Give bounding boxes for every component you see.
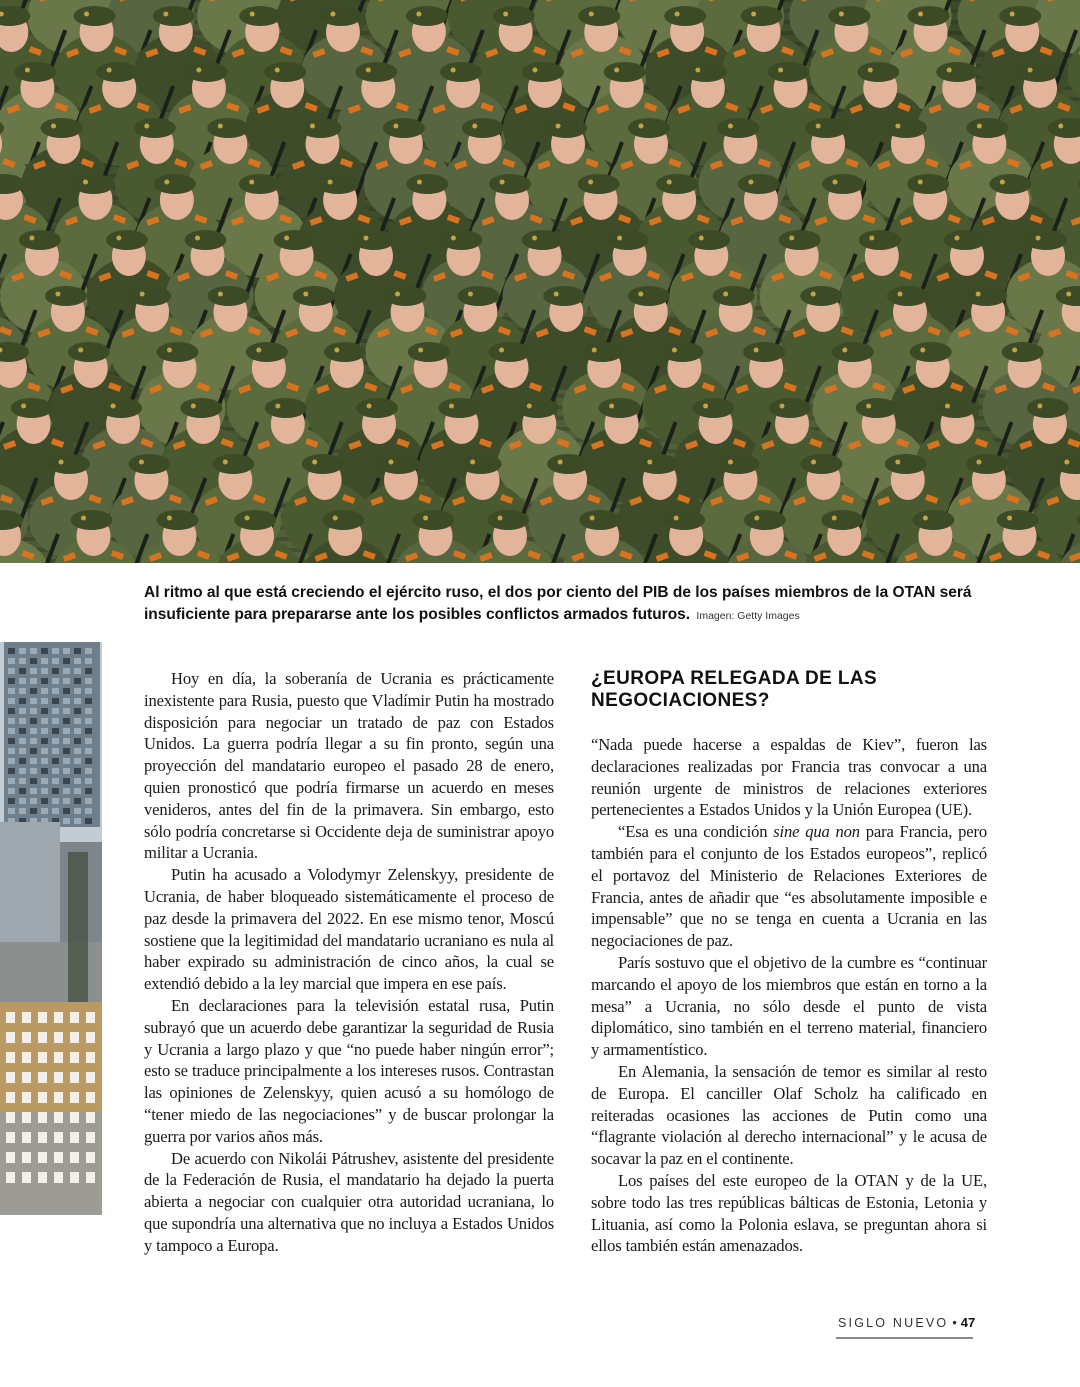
article-column-left (144, 668, 554, 1257)
hero-photo-soldiers (0, 0, 1080, 563)
section-heading: ¿EUROPA RELEGADA DE LAS NEGOCIACIONES? (591, 668, 878, 711)
magazine-name: SIGLO NUEVO (838, 1316, 949, 1330)
paragraph-part: “Esa es una condición (618, 822, 774, 842)
paragraph: Los países del este europeo de la OTAN y de la UE, sobre todo las tres repúblicas bálticas de Estonia, Letonia y Lituania, así como la Polonia eslava, se preguntan ahora si ellos también están amenazados. (591, 1170, 987, 1256)
latin-phrase: sine qua non (773, 822, 860, 842)
paragraph: De acuerdo con Nikolái Pátrushev, asistente del presidente de la Federación de Rusia, el mandatario ha dejado la puerta abierta a negociar con cualquier otra autoridad ucraniana, lo que supondría una alternativa que no incluya a Estados Unidos y tampoco a Europa. (144, 1148, 554, 1255)
soldiers-crowd-illustration (0, 0, 1080, 563)
footer-rule (836, 1337, 973, 1339)
buildings-illustration (0, 642, 102, 1215)
paragraph: “Nada puede hacerse a espaldas de Kiev”, fueron las declaraciones realizadas por Francia tras convocar a una reunión urgente de ministros de relaciones exteriores pertenecientes a Estados Unidos y la Unión Europea (UE). (591, 735, 987, 820)
paragraph-part: para Francia, pero también para el conjunto de los Estados europeos”, replicó el portavoz del Ministerio de Relaciones Exteriores de Francia, antes de añadir que “es absolutamente imposible e impensable” que no se tenga en cuenta a Ucrania en las negociaciones de paz. (591, 822, 987, 951)
paragraph (591, 821, 987, 952)
photo-credit: Imagen: Getty Images (696, 610, 800, 622)
paragraph: En declaraciones para la televisión estatal rusa, Putin subrayó que un acuerdo debe garantizar la seguridad de Rusia y Ucrania a largo plazo y que “no puede haber ningún error”; esto se traduce principalmente a los intereses rusos. Contrastan las opiniones de Zelenskyy, quien acusó a su homólogo de “tener miedo de las negociaciones” y de buscar prolongar la guerra por varios años más. (144, 995, 554, 1146)
photo-caption (144, 582, 1004, 627)
page-footer (838, 1315, 976, 1330)
city-buildings-photo (0, 642, 102, 1215)
paragraph: Hoy en día, la soberanía de Ucrania es prácticamente inexistente para Rusia, puesto que Vladímir Putin ha mostrado disposición para negociar un tratado de paz con Estados Unidos. La guerra podría llegar a su fin pronto, según una proyección del mandatario europeo el pasado 28 de enero, quien pronosticó que podría firmarse un acuerdo en meses venideros, antes del fin de la primavera. Sin embargo, esto sólo podría concretarse si Occidente deja de suministrar apoyo militar a Ucrania. (144, 669, 554, 863)
caption-text: Al ritmo al que está creciendo el ejército ruso, el dos por ciento del PIB de los países miembros de la OTAN será insuficiente para prepararse ante los posibles conflictos armados futuros. (144, 584, 972, 623)
page-number: 47 (960, 1315, 976, 1330)
paragraph: En Alemania, la sensación de temor es similar al resto de Europa. El canciller Olaf Scholz ha calificado en reiteradas ocasiones las acciones de Putin como una “flagrante violación al derecho internacional” y le acusa de socavar la paz en el continente. (591, 1061, 987, 1169)
paragraph: París sostuvo que el objetivo de la cumbre es “continuar marcando el apoyo de los miembros que están en torno a la mesa” a Ucrania, no sólo desde el punto de vista diplomático, sino también en el terreno material, financiero y armamentístico. (591, 952, 987, 1060)
paragraph: Putin ha acusado a Volodymyr Zelenskyy, presidente de Ucrania, de haber bloqueado sistemáticamente el proceso de paz desde la primavera del 2022. En ese mismo tenor, Moscú sostiene que la legitimidad del mandatario ucraniano es nula al haber expirado su administración de cinco años, la cual se extendió debido a la ley marcial que impera en ese país. (144, 865, 554, 994)
footer-separator: • (952, 1316, 957, 1330)
article-column-right (591, 734, 987, 1257)
